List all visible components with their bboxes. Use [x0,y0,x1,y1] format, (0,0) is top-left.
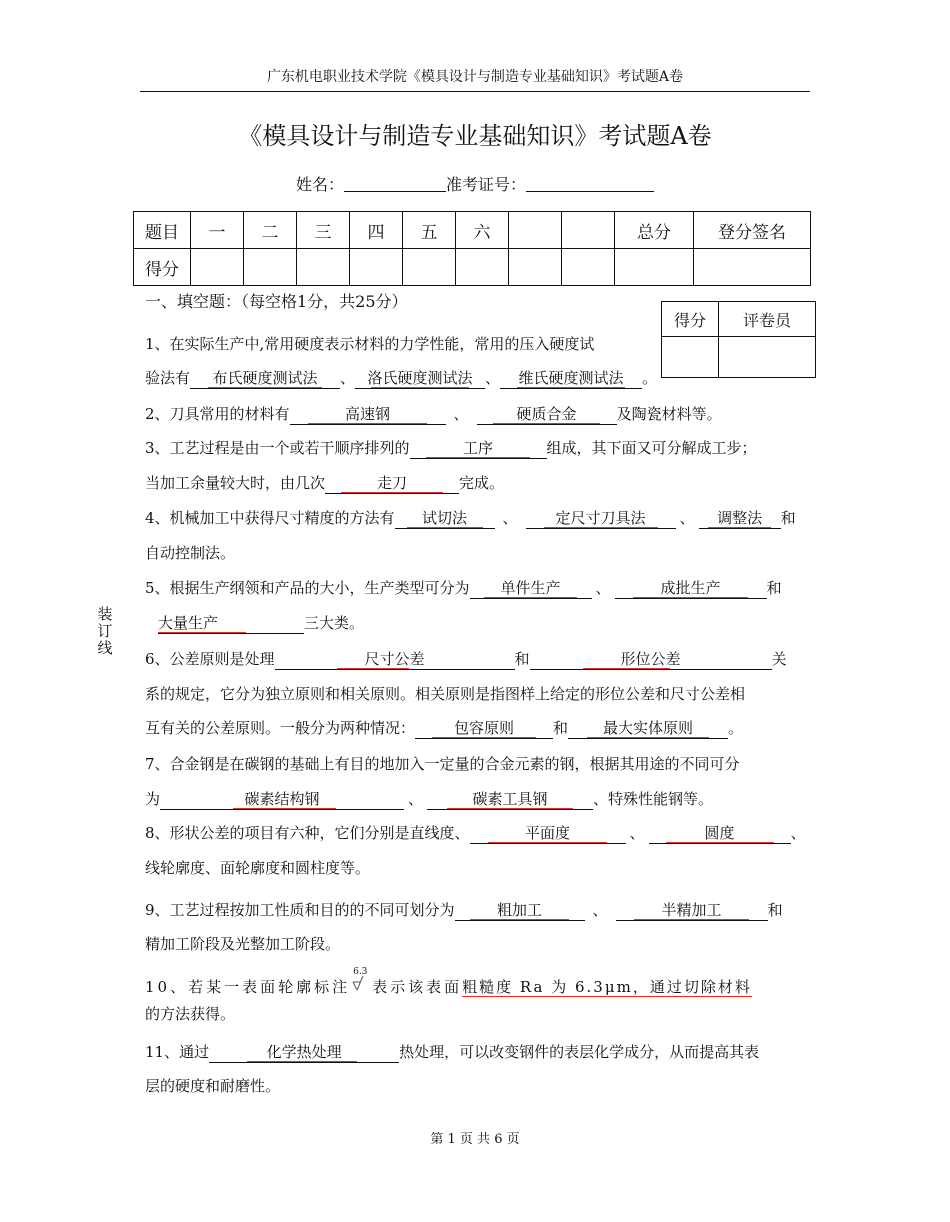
q1-answer-3[interactable]: 维氏硬度测试法 [500,368,642,389]
q8-answer-1[interactable]: 平面度 [470,823,626,844]
q7-line2 [145,789,713,810]
q8-text: 8、形状公差的项目有六种，它们分别是直线度、 [145,824,470,842]
q3-text: 当加工余量较大时，由几次 [145,474,326,492]
q10-text: 10、若某一表面轮廓标注 [145,978,351,996]
q1-line1: 1、在实际生产中,常用硬度表示材料的力学性能，常用的压入硬度试 [145,335,595,353]
q3-answer-1[interactable]: 工序 [410,438,547,459]
grader-box [661,301,816,378]
q8-line1 [145,823,806,844]
candidate-info-row [0,172,950,195]
q7-text: 为 [145,790,161,808]
q9-sep: 、 [592,901,608,919]
q6-text: 关 [771,650,787,668]
q4-answer-3[interactable]: 调整法 [699,508,781,529]
score-cell[interactable] [403,249,456,286]
score-header-cell: 六 [456,212,509,249]
q6-text: 和 [514,650,530,668]
q4-line2: 自动控制法。 [145,544,236,562]
q7-line1: 7、合金钢是在碳钢的基础上有目的地加入一定量的合金元素的钢，根据其用途的不同可分 [145,755,740,773]
grader-name-label: 评卷员 [719,302,816,337]
q7-answer-2[interactable]: 碳素工具钢 [427,789,593,810]
q7-answer-1[interactable]: 碳素结构钢 [160,789,404,810]
q1-text: 验法有 [145,369,191,387]
score-cell[interactable] [694,249,811,286]
section1-heading: 一、填空题：（每空格1分，共25分） [145,292,408,311]
q6-answer-1[interactable]: 尺寸公差 [275,649,515,670]
name-label: 姓名： [295,175,344,194]
q9-line2: 精加工阶段及光整加工阶段。 [145,935,341,953]
q1-answer-1[interactable]: 布氏硬度测试法 [190,368,340,389]
grader-score-cell[interactable] [662,337,719,378]
q9-line1 [145,900,783,921]
score-header-cell [562,212,615,249]
q11-text: 热处理，可以改变钢件的表层化学成分，从而提高其表 [399,1043,760,1061]
score-table-score-row [134,249,811,286]
q1-line2 [145,368,657,389]
exam-number-blank[interactable] [526,175,654,192]
q6-answer-2[interactable]: 形位公差 [530,649,772,670]
q1-sep: 、 [340,369,356,387]
q1-sep: 、 [485,369,501,387]
q5-answer-1[interactable]: 单件生产 [470,578,592,599]
q5-line1 [145,578,782,599]
page-header: 广东机电职业技术学院《模具设计与制造专业基础知识》考试题A卷 [266,69,684,85]
q10-highlight-text: 粗糙度 Ra 为 6.3μm，通过切除材料 [462,978,752,996]
surface-roughness-icon [350,967,372,992]
q11-answer-1[interactable]: 化学热处理 [209,1042,399,1063]
q9-answer-2[interactable]: 半精加工 [616,900,768,921]
q5-text: 5、根据生产纲领和产品的大小，生产类型可分为 [145,579,470,597]
roughness-value: 6.3 [353,967,368,977]
score-header-cell: 题目 [134,212,191,249]
q5-text: 和 [766,579,782,597]
q5-end: 三大类。 [304,614,365,632]
binding-line-label: 装订线 [97,605,113,657]
q3-line1 [145,438,757,459]
page-number: 第 1 页 共 6 页 [430,1132,520,1147]
score-header-cell: 三 [297,212,350,249]
score-cell[interactable] [244,249,297,286]
q3-end: 完成。 [459,474,505,492]
q6-answer-3[interactable]: 包容原则 [415,718,553,739]
score-cell[interactable] [297,249,350,286]
score-header-cell: 四 [350,212,403,249]
q9-answer-1[interactable]: 粗加工 [455,900,585,921]
q6-answer-4[interactable]: 最大实体原则 [568,718,728,739]
exam-number-label: 准考证号： [446,175,527,194]
q8-end: 、 [790,824,806,842]
q6-line2: 系的规定，它分为独立原则和相关原则。相关原则是指图样上给定的形位公差和尺寸公差相 [145,685,746,703]
q4-sep: 、 [502,509,518,527]
score-cell[interactable] [562,249,615,286]
q6-text: 6、公差原则是处理 [145,650,275,668]
q5-answer-2[interactable]: 成批生产 [615,578,767,599]
q4-answer-1[interactable]: 试切法 [395,508,495,529]
header-rule [140,91,810,92]
q2-sep: 、 [453,405,469,423]
q5-answer-3[interactable]: 大量生产 [158,613,304,634]
q10-text: 表示该表面 [372,978,463,996]
q4-text: 4、机械加工中获得尺寸精度的方法有 [145,509,395,527]
score-header-cell: 登分签名 [694,212,811,249]
q4-sep: 、 [679,509,695,527]
q4-line1 [145,508,796,529]
q2-text: 2、刀具常用的材料有 [145,405,290,423]
q10-line2: 的方法获得。 [145,1005,236,1023]
q3-text: 3、工艺过程是由一个或若干顺序排列的 [145,439,410,457]
q2-answer-1[interactable]: 高速钢 [290,404,446,425]
score-header-cell: 五 [403,212,456,249]
q5-sep: 、 [595,579,611,597]
q2-line [145,404,722,425]
q8-line2: 线轮廓度、面轮廓度和圆柱度等。 [145,859,371,877]
q3-line2 [145,473,504,494]
score-header-cell: 一 [191,212,244,249]
q4-text: 和 [780,509,796,527]
score-cell[interactable] [350,249,403,286]
q6-text: 和 [553,719,569,737]
grader-score-label: 得分 [662,302,719,337]
q8-answer-2[interactable]: 圆度 [649,823,791,844]
q3-text: 组成，其下面又可分解成工步； [546,439,757,457]
q2-answer-2[interactable]: 硬质合金 [477,404,617,425]
q11-line2: 层的硬度和耐磨性。 [145,1077,281,1095]
score-header-cell: 总分 [615,212,694,249]
q6-text: 互有关的公差原则。一般分为两种情况： [145,719,416,737]
q7-end: 、特殊性能钢等。 [593,790,714,808]
score-cell[interactable] [615,249,694,286]
q11-line1 [145,1042,759,1063]
q11-text: 11、通过 [145,1043,210,1061]
q8-sep: 、 [629,824,645,842]
q9-text: 9、工艺过程按加工性质和目的的不同可划分为 [145,901,455,919]
q9-text: 和 [767,901,783,919]
q10-line1 [145,967,752,997]
score-header-cell [509,212,562,249]
grader-name-cell[interactable] [719,337,816,378]
name-blank[interactable] [344,175,446,192]
q1-end: 。 [642,369,658,387]
score-header-cell: 二 [244,212,297,249]
q6-line3 [145,718,743,739]
score-cell[interactable] [191,249,244,286]
score-table-header-row [134,212,811,249]
score-table [133,211,811,286]
q7-sep: 、 [408,790,424,808]
score-cell[interactable] [509,249,562,286]
q1-answer-2[interactable]: 洛氏硬度测试法 [355,368,485,389]
score-row-label: 得分 [134,249,191,286]
q3-answer-2[interactable]: 走刀 [325,473,459,494]
q4-answer-2[interactable]: 定尺寸刀具法 [526,508,676,529]
score-cell[interactable] [456,249,509,286]
q6-end: 。 [728,719,744,737]
q2-end: 及陶瓷材料等。 [616,405,722,423]
q5-line2 [158,613,364,634]
exam-title: 《模具设计与制造专业基础知识》考试题A卷 [238,122,712,150]
q6-line1 [145,649,787,670]
